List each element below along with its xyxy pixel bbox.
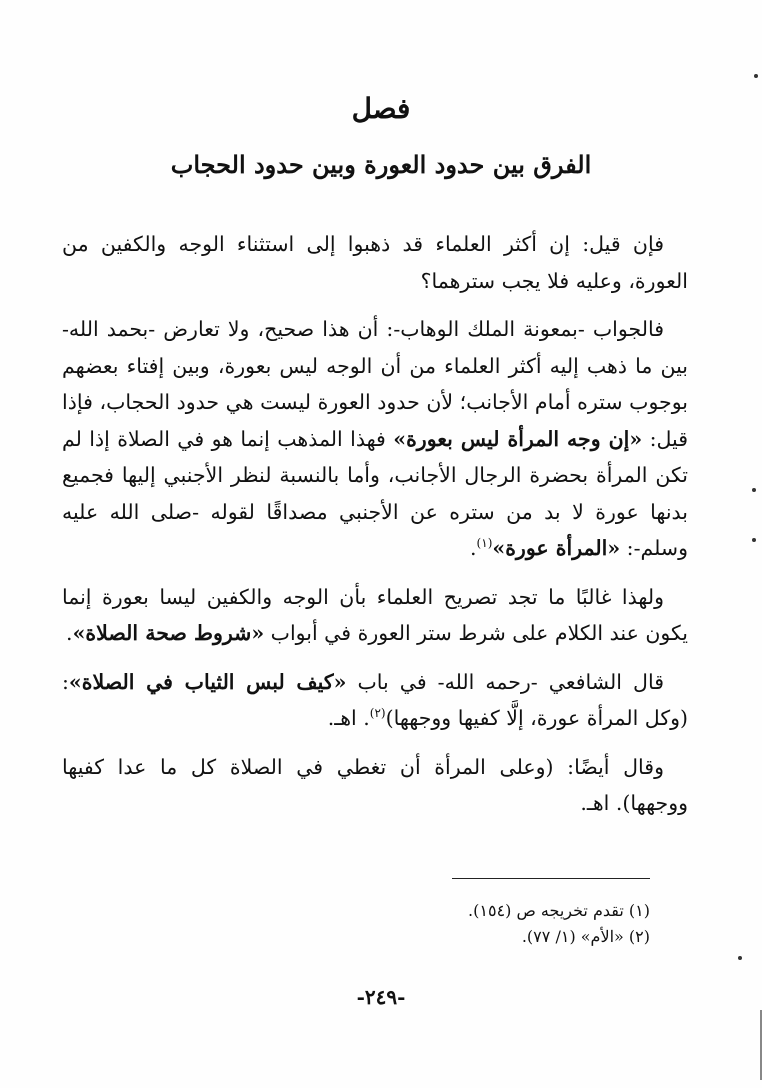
- page-number: -٢٤٩-: [356, 985, 406, 1009]
- paragraph-shafii-also: وقال أيضًا: (وعلى المرأة أن تغطي في الصلاة كل ما عدا كفيها ووجهها). اهـ.: [62, 754, 688, 815]
- shafii-text-start: قال الشافعي -رحمه الله- في باب: [346, 669, 664, 694]
- footnote-divider: [452, 878, 650, 879]
- shafii-text-middle: : (وكل المرأة عورة، إلَّا كفيها ووجهها): [62, 669, 688, 730]
- scan-speck: [738, 956, 742, 960]
- footnote-1: (١) تقدم تخريجه ص (١٥٤).: [468, 901, 650, 920]
- section-heading: الفرق بين حدود العورة وبين حدود الحجاب: [170, 150, 592, 179]
- quote-prayer-conditions: «شروط صحة الصلاة»: [72, 621, 265, 645]
- scan-speck: [754, 74, 758, 78]
- quote-woman-awrah: «المرأة عورة»: [492, 536, 621, 560]
- quote-face-not-awrah: «إن وجه المرأة ليس بعورة»: [393, 426, 643, 451]
- answer-text-start: فالجواب -بمعونة الملك الوهاب-: أن هذا صحيح، ولا تعارض -بحمد الله- بين ما ذهب إليه أكثر العلماء من أن الوجه ليس بعورة، وبين إفتاء بعضهم بوجوب ستره أمام الأجانب؛ لأن حدود العورة ليست هي حدود الحجاب، فإذا قيل:: [62, 317, 688, 451]
- quote-chapter-clothing: «كيف لبس الثياب في الصلاة»: [68, 669, 347, 694]
- scholars-text-end: .: [66, 621, 73, 645]
- scan-speck: [752, 488, 756, 492]
- paragraph-question: فإن قيل: إن أكثر العلماء قد ذهبوا إلى استثناء الوجه والكفين من العورة، وعليه فلا يجب سترهما؟: [62, 232, 688, 293]
- scan-speck: [752, 538, 756, 542]
- footnote-ref-1: (١): [476, 536, 493, 551]
- paragraph-scholars: [62, 579, 688, 652]
- paragraph-answer: [62, 311, 688, 567]
- shafii-text-end: . اهـ.: [327, 706, 370, 730]
- footnote-ref-2: (٢): [369, 706, 386, 721]
- answer-text-end: .: [470, 536, 477, 560]
- paragraph-shafii: [62, 664, 688, 737]
- footnote-2: (٢) «الأم» (١/ ٧٧).: [521, 927, 650, 946]
- scholars-text: ولهذا غالبًا ما تجد تصريح العلماء بأن الوجه والكفين ليسا بعورة إنما يكون عند الكلام على شرط ستر العورة في أبواب: [62, 584, 688, 645]
- footnotes: [300, 898, 650, 950]
- answer-text-middle: فهذا المذهب إنما هو في الصلاة إذا لم تكن المرأة بحضرة الرجال الأجانب، وأما بالنسبة لنظر الأجنبي إليها فجميع بدنها عورة لا بد من ستره عن الأجنبي مصداقًا لقوله -صلى الله عليه وسلم-:: [62, 426, 688, 560]
- chapter-title: فصل: [351, 92, 411, 125]
- body-text: [62, 226, 688, 834]
